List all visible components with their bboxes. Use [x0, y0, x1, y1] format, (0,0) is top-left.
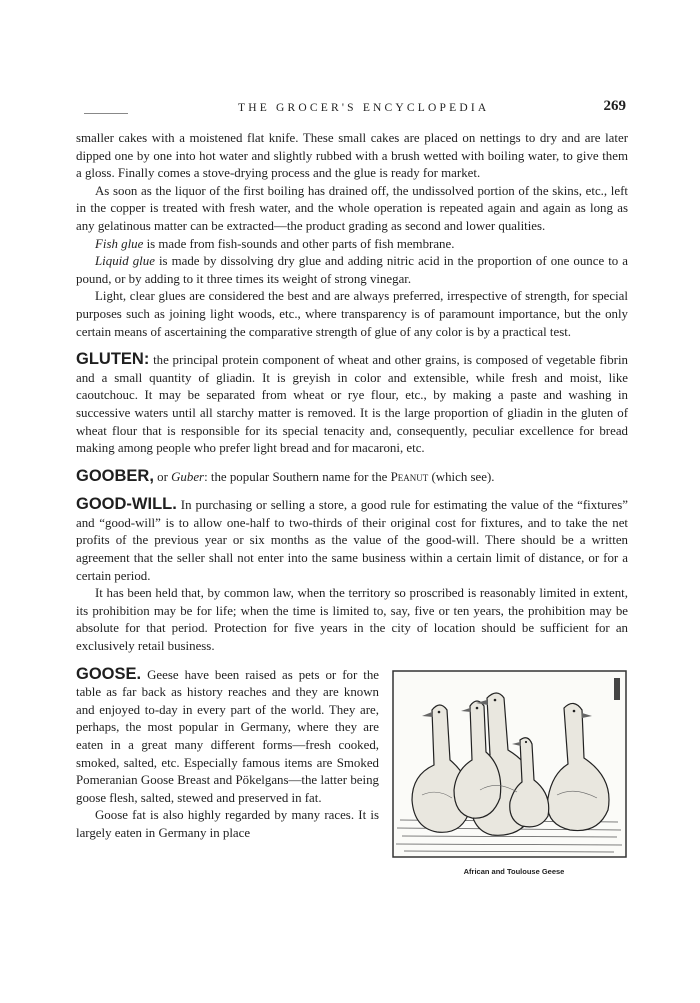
- goose-text-column: [76, 666, 379, 843]
- liquid-glue-paragraph: [76, 253, 628, 288]
- fish-glue-term: Fish glue: [95, 236, 144, 251]
- goober-text-end: (which see).: [428, 469, 495, 484]
- gluten-entry: [76, 351, 628, 458]
- goodwill-paragraph-2: It has been held that, by common law, when the territory so proscribed is reasonably limited in extent, its prohibition may be for life; when the time is limited to, say, five or ten years, the prohibition may be absolute for that period. Protection for five years in the city of location should be sufficient for an exclusively retail business.: [76, 586, 628, 654]
- goober-term: GOOBER,: [76, 466, 154, 485]
- goose-entry: [76, 666, 628, 876]
- goober-entry: [76, 468, 628, 487]
- geese-illustration: [392, 670, 627, 858]
- goober-paragraph: [76, 468, 628, 487]
- goose-paragraph-2: Goose fat is also highly regarded by many races. It is largely eaten in Germany in place: [76, 808, 379, 840]
- glue-paragraph-2: As soon as the liquor of the first boiling has drained off, the undissolved portion of the skins, etc., left in the copper is treated with fresh water, and the whole operation is repeated again and again as long as any gelatinous matter can be extracted—the product grading as second and lower qualities.: [76, 183, 628, 233]
- goober-or: or: [153, 469, 172, 484]
- figure-caption: African and Toulouse Geese: [463, 866, 565, 876]
- page-number: 269: [603, 98, 626, 114]
- glue-continuation: [76, 130, 628, 341]
- liquid-glue-text: is made by dissolving dry glue and adding nitric acid in the proportion of one ounce to a pound, or by adding to it three times its weight of strong vinegar.: [76, 254, 629, 286]
- header-rule: [84, 113, 128, 114]
- glue-paragraph-1: smaller cakes with a moistened flat knife. These small cakes are placed on nettings to dry and are later dipped one by one into hot water and slightly rubbed with a brush wetted with boiling water, to give them a gloss. Finally comes a stove-drying process and the glue is ready for market.: [76, 131, 628, 181]
- gluten-term: GLUTEN:: [76, 350, 150, 369]
- goose-text: Geese have been raised as pets or for the table as far back as history reaches and they are known and enjoyed to-day in every part of the world. They are, perhaps, the most popular in Germany, where they are eaten in a great many different forms—fresh cooked, smoked, salted, etc. Especially famous items are Smoked Pomeranian Goose Breast and Pökelgans—the latter being goose flesh, salted, stewed and preserved in fat.: [76, 667, 379, 805]
- page-body: [76, 130, 628, 876]
- goodwill-paragraph-1: [76, 496, 628, 585]
- gluten-paragraph: [76, 351, 628, 458]
- goodwill-entry: [76, 496, 628, 655]
- liquid-glue-term: Liquid glue: [95, 254, 155, 269]
- glue-paragraph-5: Light, clear glues are considered the best and are always preferred, irrespective of strength, for special purposes such as joining light woods, etc., where transparency is of paramount importance, but the only certain means of ascertaining the comparative strength of glue of any color is by a practical test.: [76, 289, 628, 339]
- page-header: [78, 98, 626, 118]
- running-title: THE GROCER'S ENCYCLOPEDIA: [238, 102, 490, 114]
- fish-glue-text: is made from fish-sounds and other parts of fish membrane.: [143, 236, 455, 251]
- goodwill-term: GOOD-WILL.: [76, 495, 177, 514]
- goose-paragraph-1: [76, 666, 379, 808]
- fish-glue-paragraph: [76, 236, 628, 254]
- goober-text: : the popular Southern name for the: [204, 469, 391, 484]
- goose-term: GOOSE.: [76, 664, 142, 683]
- goober-alt-name: Guber: [171, 469, 205, 484]
- goodwill-text: In purchasing or selling a store, a good rule for estimating the value of the “fixtures” and “good-will” is to allow one-half to two-thirds of their original cost for fixtures, and to take the net profits of the previous year or six months as the value of the good-will. There should be a written agreement that the seller shall not enter into the same business within a certain limit of distance, or for a certain period.: [76, 498, 628, 583]
- peanut-cross-reference: Peanut: [390, 469, 429, 484]
- gluten-text: the principal protein component of wheat and other grains, is composed of vegetable fibrin and a small quantity of gliadin. It is greyish in color and extensible, while fresh and moist, like caoutchouc. It may be separated from wheat or rye flour, etc., by making a paste and washing in successive waters until all starchy matter is removed. It is the large proportion of gliadin in the gluten of wheat flour that is responsible for its special tenacity and, consequently, peculiar excellence for bread making among people who prefer light bread and for macaroni, etc.: [76, 353, 628, 456]
